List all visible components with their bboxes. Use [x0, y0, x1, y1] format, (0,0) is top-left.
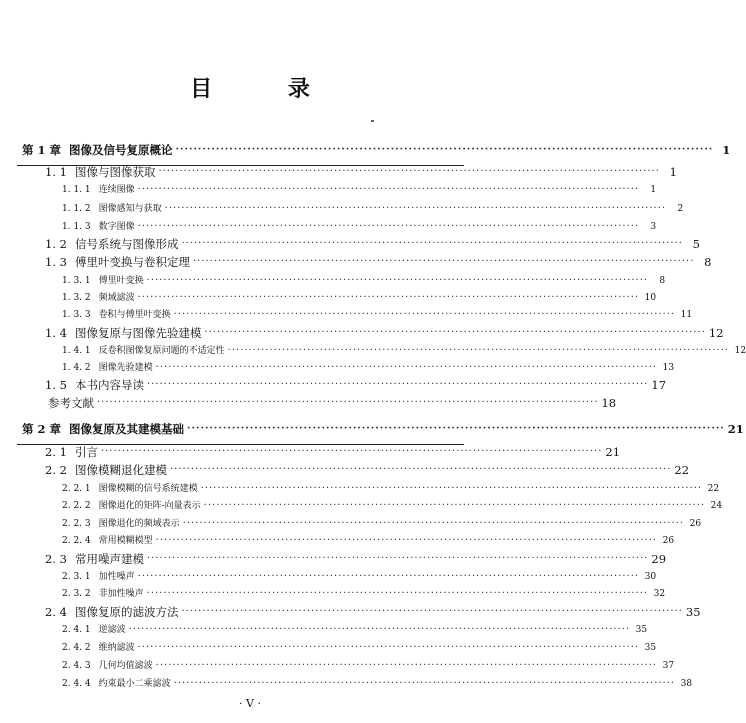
toc-entry-number: 1. 1. 2 [62, 204, 91, 214]
toc-entry-number: 1. 1. 1 [62, 185, 91, 195]
toc-page-number: 8 [704, 255, 712, 269]
toc-entry-sub[interactable] [62, 361, 675, 375]
leader-dots: ························································································································ [181, 606, 683, 617]
toc-entry-number: 2. 4. 1 [62, 625, 91, 635]
toc-entry-section[interactable] [45, 255, 712, 269]
toc-page-number: 17 [651, 378, 667, 392]
toc-page-number: 8 [659, 276, 666, 286]
toc-entry-sub[interactable] [62, 499, 723, 513]
toc-entry-title: 图像退化的频域表示 [98, 519, 180, 529]
toc-entry-section[interactable] [45, 237, 700, 251]
toc-entry-title: 非加性噪声 [98, 589, 144, 599]
toc-entry-number: 2. 3. 2 [62, 589, 91, 599]
toc-entry-sub[interactable] [62, 623, 648, 637]
toc-page-number: 11 [680, 310, 693, 320]
leader-dots: ························································································································ [192, 256, 695, 267]
toc-entry-title: 维纳滤波 [98, 643, 135, 653]
leader-dots: ························································································································ [146, 379, 649, 390]
leader-dots: ························································································································ [227, 345, 730, 356]
toc-entry-chapter[interactable] [22, 143, 731, 157]
leader-dots: ························································································································ [146, 553, 649, 564]
toc-entry-title: 图像模糊的信号系统建模 [98, 484, 198, 494]
toc-entry-title: 图像模糊退化建模 [74, 463, 167, 477]
toc-page-number: 3 [650, 222, 657, 232]
leader-dots: ························································································································ [200, 483, 703, 494]
toc-entry-title: 傅里叶变换与卷积定理 [74, 255, 190, 269]
toc-page-number: 1 [722, 143, 731, 157]
toc-entry-title: 图像退化的矩阵-向量表示 [98, 501, 201, 511]
leader-dots: ························································································································ [128, 624, 631, 635]
toc-entry-number: 1. 4 [45, 326, 67, 340]
toc-page-number: 35 [685, 605, 701, 619]
toc-page-number: 21 [727, 422, 744, 436]
toc-page-number: 24 [710, 501, 723, 511]
toc-entry-section[interactable] [45, 378, 667, 392]
leader-dots: ························································································································ [155, 535, 658, 546]
toc-entry-number: 2. 2. 4 [62, 536, 91, 546]
toc-entry-chapter[interactable] [22, 422, 744, 436]
leader-dots: ························································································································ [146, 275, 649, 286]
toc-entry-sub[interactable] [62, 677, 693, 691]
toc-entry-sub[interactable] [62, 659, 675, 673]
toc-entry-sub[interactable] [62, 202, 684, 216]
toc-page-number: 30 [644, 572, 657, 582]
toc-entry-number: 2. 2 [45, 463, 67, 477]
toc-entry-title: 连续图像 [98, 185, 135, 195]
leader-dots: ························································································································ [173, 309, 676, 320]
leader-dots: ························································································································ [181, 238, 683, 249]
leader-dots: ························································································································ [182, 518, 685, 529]
leader-dots: ························································································································ [146, 588, 649, 599]
toc-entry-title: 傅里叶变换 [98, 276, 144, 286]
toc-page-number: 35 [644, 643, 657, 653]
toc-entry-title: 反卷积图像复原问题的不适定性 [98, 346, 225, 356]
toc-entry-sub[interactable] [62, 587, 666, 601]
toc-entry-number: 1. 5 [45, 378, 67, 392]
toc-entry-title: 图像复原与图像先验建模 [74, 326, 202, 340]
leader-dots: ························································································································ [173, 678, 676, 689]
toc-entry-section[interactable] [45, 326, 724, 340]
toc-page-number: 22 [707, 484, 720, 494]
toc-entry-number: 2. 3 [45, 552, 67, 566]
toc-entry-title: 数字图像 [98, 222, 135, 232]
toc-entry-number: 1. 3. 2 [62, 293, 91, 303]
toc-entry-section[interactable] [45, 445, 621, 459]
toc-entry-number: 2. 2. 1 [62, 484, 91, 494]
toc-entry-title: 图像与图像获取 [74, 165, 156, 179]
leader-dots: ························································································································ [203, 500, 706, 511]
leader-dots: ························································································································ [100, 446, 603, 457]
toc-entry-title: 图像感知与获取 [98, 204, 162, 214]
leader-dots: ························································································································ [187, 423, 725, 434]
toc-entry-title: 引言 [74, 445, 98, 459]
toc-entry-title: 信号系统与图像形成 [74, 237, 179, 251]
toc-entry-number: 1. 2 [45, 237, 67, 251]
toc-entry-number: 1. 3. 3 [62, 310, 91, 320]
toc-entry-number: 2. 4. 2 [62, 643, 91, 653]
toc-page-number: 12 [734, 346, 746, 356]
leader-dots: ························································································································ [204, 327, 706, 338]
toc-page-number: 12 [708, 326, 724, 340]
toc-entry-number: 2. 2. 3 [62, 519, 91, 529]
toc-entry-title: 几何均值滤波 [98, 661, 153, 671]
toc-page-number: 13 [662, 363, 675, 373]
toc-entry-title: 图像及信号复原概论 [69, 143, 173, 157]
toc-page-number: 5 [692, 237, 700, 251]
toc-entry-sub[interactable] [62, 220, 657, 234]
toc-entry-number: 1. 4. 2 [62, 363, 91, 373]
page-number-footer: · V · [239, 697, 261, 710]
toc-entry-sub[interactable] [62, 534, 675, 548]
toc-entry-number: 2. 1 [45, 445, 67, 459]
toc-entry-sub[interactable] [62, 482, 720, 496]
toc-page-number: 1 [669, 165, 677, 179]
toc-page-number: 37 [662, 661, 675, 671]
toc-entry-sub[interactable] [62, 274, 666, 288]
leader-dots: ························································································································ [155, 362, 658, 373]
toc-entry-ref[interactable] [48, 396, 617, 410]
toc-entry-number: 第 2 章 [22, 422, 62, 436]
toc-entry-title: 图像复原的滤波方法 [74, 605, 179, 619]
toc-entry-number: 2. 2. 2 [62, 501, 91, 511]
toc-entry-title: 图像先验建模 [98, 363, 153, 373]
toc-entry-title: 本书内容导读 [74, 378, 144, 392]
leader-dots: ························································································································ [169, 464, 672, 475]
leader-dots: ························································································································ [158, 166, 660, 177]
leader-dots: ························································································································ [137, 184, 640, 195]
toc-entry-title: 常用模糊模型 [98, 536, 153, 546]
toc-entry-sub[interactable] [62, 517, 702, 531]
leader-dots: ························································································································ [175, 144, 714, 155]
toc-page-number: 29 [651, 552, 667, 566]
toc-entry-title: 卷积与傅里叶变换 [98, 310, 171, 320]
toc-entry-sub[interactable] [62, 183, 657, 197]
leader-dots: ························································································································ [137, 642, 640, 653]
toc-entry-title: 参考文献 [48, 396, 94, 410]
toc-entry-number: 1. 1 [45, 165, 67, 179]
toc-page-number: 2 [677, 204, 684, 214]
toc-page-number: 1 [650, 185, 657, 195]
toc-entry-number: 2. 4. 4 [62, 679, 91, 689]
toc-entry-number: 2. 4. 3 [62, 661, 91, 671]
toc-page-number: 22 [674, 463, 690, 477]
toc-entry-number: 1. 3. 1 [62, 276, 91, 286]
toc-page-number: 38 [680, 679, 693, 689]
toc-page-number: 26 [689, 519, 702, 529]
toc-entry-title: 常用噪声建模 [74, 552, 144, 566]
toc-entry-title: 频域滤波 [98, 293, 135, 303]
toc-entry-sub[interactable] [62, 344, 746, 358]
leader-dots: ························································································································ [137, 221, 640, 232]
toc-page-number: 10 [644, 293, 657, 303]
toc-entry-number: 2. 4 [45, 605, 67, 619]
toc-page-number: 32 [653, 589, 666, 599]
toc-entry-section[interactable] [45, 463, 690, 477]
toc-entry-sub[interactable] [62, 570, 657, 584]
toc-entry-number: 2. 3. 1 [62, 572, 91, 582]
leader-dots: ························································································································ [164, 203, 667, 214]
leader-dots: ························································································································ [97, 397, 599, 408]
speck-mark [371, 120, 374, 122]
toc-page-number: 18 [601, 396, 617, 410]
toc-entry-section[interactable] [45, 165, 677, 179]
toc-entry-title: 加性噪声 [98, 572, 135, 582]
toc-page-number: 35 [635, 625, 648, 635]
toc-page-number: 26 [662, 536, 675, 546]
toc-entry-sub[interactable] [62, 291, 657, 305]
toc-entry-number: 1. 1. 3 [62, 222, 91, 232]
toc-page-number: 21 [605, 445, 621, 459]
toc-entry-title: 约束最小二乘滤波 [98, 679, 171, 689]
toc-entry-sub[interactable] [62, 641, 657, 655]
toc-entry-title: 图像复原及其建模基础 [69, 422, 185, 436]
toc-entry-number: 1. 3 [45, 255, 67, 269]
leader-dots: ························································································································ [137, 292, 640, 303]
toc-entry-section[interactable] [45, 605, 701, 619]
toc-entry-sub[interactable] [62, 308, 693, 322]
toc-entry-number: 1. 4. 1 [62, 346, 91, 356]
toc-entry-section[interactable] [45, 552, 667, 566]
leader-dots: ························································································································ [137, 571, 640, 582]
leader-dots: ························································································································ [155, 660, 658, 671]
page-title: 目 录 [190, 76, 344, 102]
toc-entry-number: 第 1 章 [22, 143, 62, 157]
toc-entry-title: 逆滤波 [98, 625, 126, 635]
